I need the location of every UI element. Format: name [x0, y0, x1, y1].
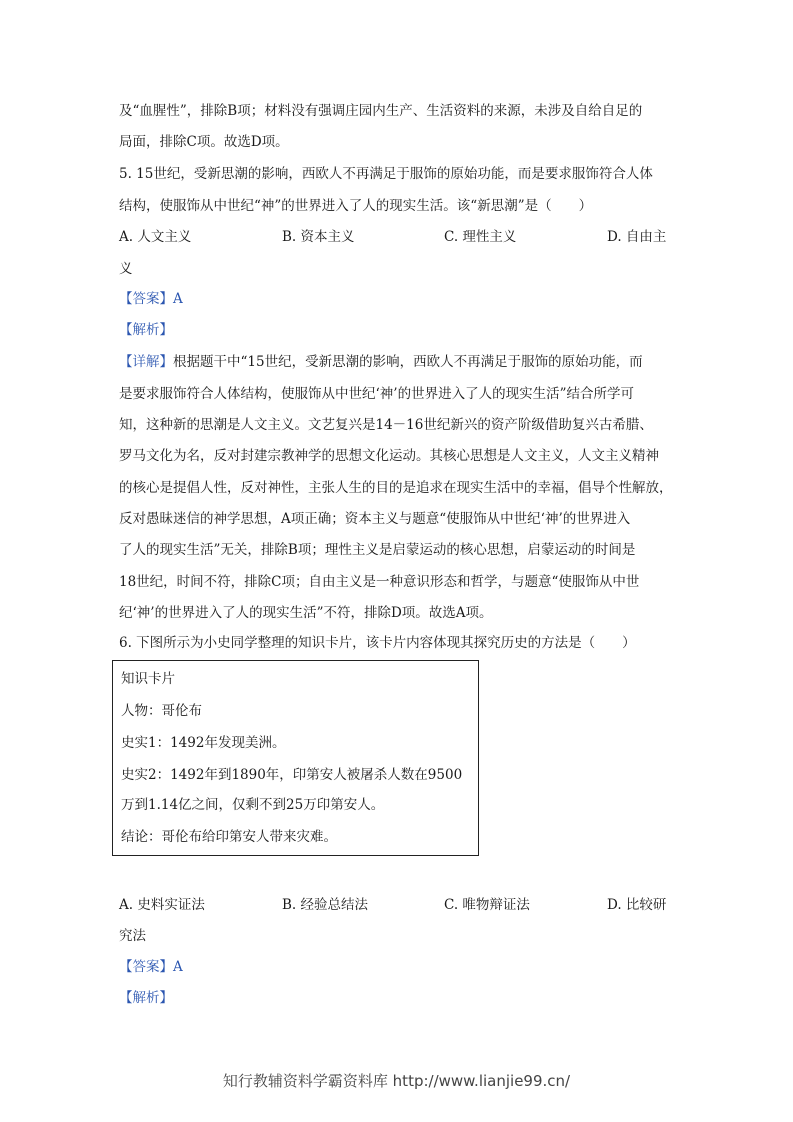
question-6-stem: 6. 下图所示为小史同学整理的知识卡片，该卡片内容体现其探究历史的方法是（ ） [119, 635, 636, 651]
q5-answer: 【答案】A [119, 291, 183, 307]
q5-detail-line [119, 352, 643, 372]
card-line: 万到1.14亿之间，仅剩不到25万印第安人。 [121, 797, 385, 813]
q5-detail-line: 了人的现实生活”无关，排除B项；理性主义是启蒙运动的核心思想，启蒙运动的时间是 [119, 542, 636, 558]
text-line: 局面，排除C项。故选D项。 [119, 134, 289, 150]
q5-detail-tag: 【详解】 [119, 354, 173, 370]
card-line: 史实2：1492年到1890年，印第安人被屠杀人数在9500 [121, 767, 463, 783]
q5-detail-line: 纪‘神’的世界进入了人的现实生活”不符，排除D项。故选A项。 [119, 605, 493, 621]
footer-watermark: 知行教辅资料学霸资料库 http://www.lianjie99.cn/ [222, 1072, 571, 1090]
q5-detail-line: 罗马文化为名，反对封建宗教神学的思想文化运动。其核心思想是人文主义，人文主义精神 [119, 448, 659, 464]
q5-option-c: C. 理性主义 [444, 229, 517, 245]
q6-answer: 【答案】A [119, 959, 183, 975]
q5-option-b: B. 资本主义 [282, 229, 355, 245]
q5-detail-line: 18世纪，时间不符，排除C项；自由主义是一种意识形态和哲学，与题意“使服饰从中世 [119, 574, 640, 590]
card-line: 人物：哥伦布 [121, 703, 202, 719]
q6-option-b: B. 经验总结法 [282, 897, 369, 913]
text-line: 及“血腥性”，排除B项；材料没有强调庄园内生产、生活资料的来源，未涉及自给自足的 [119, 103, 643, 119]
q5-detail-line: 是要求服饰符合人体结构，使服饰从中世纪‘神’的世界进入了人的现实生活”结合所学可 [119, 386, 634, 402]
q5-detail-text: 根据题干中“15世纪，受新思潮的影响，西欧人不再满足于服饰的原始功能，而 [173, 354, 643, 370]
q5-option-d: D. 自由主 [607, 229, 667, 245]
card-line: 史实1：1492年发现美洲。 [121, 735, 286, 751]
q5-detail-line: 反对愚昧迷信的神学思想，A项正确；资本主义与题意“使服饰从中世纪‘神’的世界进入 [119, 511, 631, 527]
question-5-stem: 5. 15世纪，受新思潮的影响，西欧人不再满足于服饰的原始功能，而是要求服饰符合人体 [119, 166, 653, 182]
knowledge-card [112, 660, 479, 856]
q5-analysis-heading: 【解析】 [119, 322, 173, 338]
card-conclusion: 结论：哥伦布给印第安人带来灾难。 [121, 829, 337, 845]
question-5-stem-cont: 结构，使服饰从中世纪“神”的世界进入了人的现实生活。该“新思潮”是（ ） [119, 198, 593, 214]
q6-option-c: C. 唯物辩证法 [444, 897, 530, 913]
q6-option-d: D. 比较研 [607, 897, 667, 913]
q5-detail-line: 的核心是提倡人性，反对神性，主张人生的目的是追求在现实生活中的幸福，倡导个性解放， [119, 480, 673, 496]
q6-analysis-heading: 【解析】 [119, 990, 173, 1006]
q5-option-a: A. 人文主义 [119, 229, 192, 245]
q5-detail-line: 知，这种新的思潮是人文主义。文艺复兴是14－16世纪新兴的资产阶级借助复兴古希腊、 [119, 417, 653, 433]
q6-option-a: A. 史料实证法 [119, 897, 205, 913]
q5-option-d-wrap: 义 [119, 261, 133, 277]
card-title: 知识卡片 [121, 671, 175, 687]
q6-option-d-wrap: 究法 [119, 928, 146, 944]
